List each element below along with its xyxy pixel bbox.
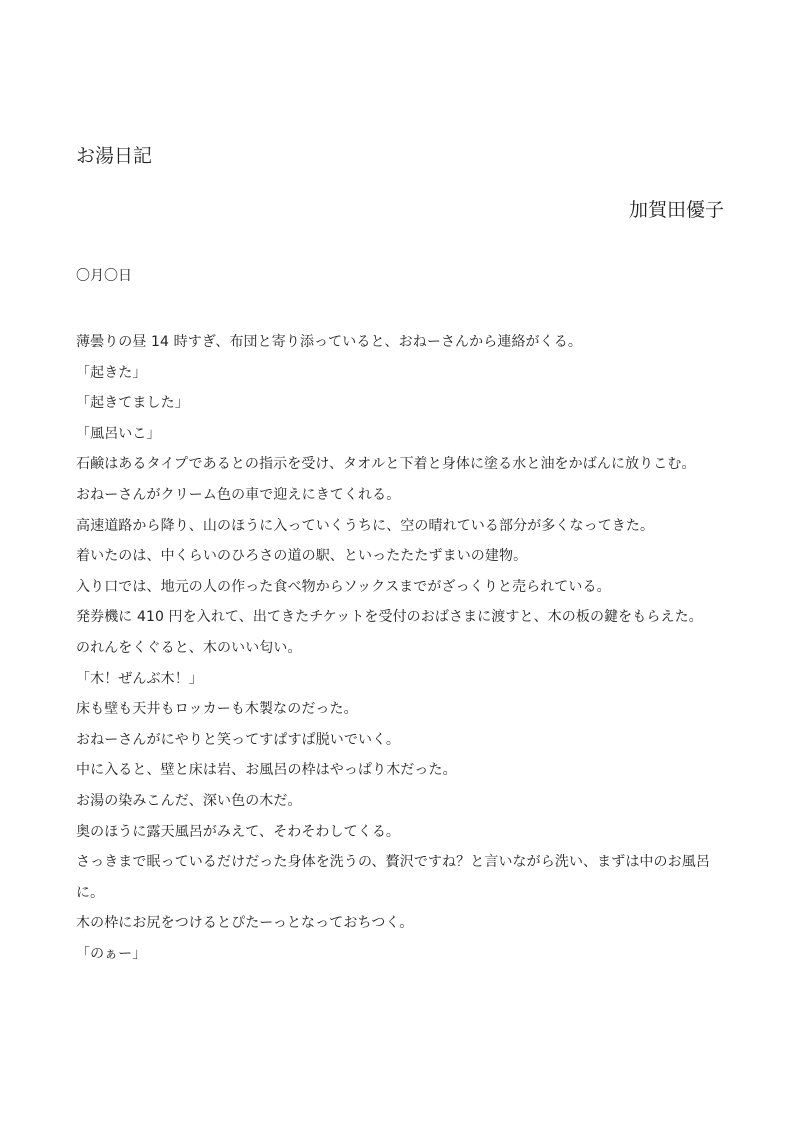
entry-date: 〇月〇日 bbox=[76, 268, 132, 284]
body-line: 高速道路から降り、山のほうに入っていくうちに、空の晴れている部分が多くなってきた。 bbox=[76, 517, 655, 534]
diary-body bbox=[76, 332, 726, 974]
body-line: 奥のほうに露天風呂がみえて、そわそわしてくる。 bbox=[76, 823, 401, 840]
body-line: 木の枠にお尻をつけるとぴたーっとなっておちつく。 bbox=[76, 915, 414, 932]
body-line: 床も壁も天井もロッカーも木製なのだった。 bbox=[76, 701, 358, 718]
body-line: 「起きた」 bbox=[76, 364, 147, 381]
body-line: 入り口では、地元の人の作った食べ物からソックスまでがざっくりと売られている。 bbox=[76, 578, 611, 595]
document-title: お湯日記 bbox=[76, 145, 153, 167]
body-line: おねーさんがクリーム色の車で迎えにきてくれる。 bbox=[76, 486, 401, 503]
body-line: に。 bbox=[76, 884, 105, 901]
body-line: 「木！ぜんぶ木！」 bbox=[76, 670, 203, 687]
body-line: 「のぁー」 bbox=[76, 945, 147, 962]
body-line: 発券機に 410 円を入れて、出てきたチケットを受付のおばさまに渡すと、木の板の鍵をもらえた。 bbox=[76, 609, 703, 626]
author-name: 加賀田優子 bbox=[628, 199, 724, 221]
body-line: おねーさんがにやりと笑ってすぱすぱ脱いでいく。 bbox=[76, 731, 401, 748]
body-line: 中に入ると、壁と床は岩、お風呂の枠はやっぱり木だった。 bbox=[76, 762, 457, 779]
body-line: お湯の染みこんだ、深い色の木だ。 bbox=[76, 792, 302, 809]
body-line: 「起きてました」 bbox=[76, 395, 189, 412]
body-line: 着いたのは、中くらいのひろさの道の駅、といったたたずまいの建物。 bbox=[76, 548, 528, 565]
body-line: のれんをくぐると、木のいい匂い。 bbox=[76, 639, 302, 656]
body-line: 「風呂いこ」 bbox=[76, 425, 161, 442]
body-line: 石鹸はあるタイプであるとの指示を受け、タオルと下着と身体に塗る水と油をかばんに放りこむ。 bbox=[76, 456, 696, 473]
body-line: 薄曇りの昼 14 時すぎ、布団と寄り添っていると、おねーさんから連絡がくる。 bbox=[76, 334, 582, 350]
body-line: さっきまで眠っているだけだった身体を洗うの、贅沢ですね？と言いながら洗い、まずは中のお風呂 bbox=[76, 854, 710, 871]
